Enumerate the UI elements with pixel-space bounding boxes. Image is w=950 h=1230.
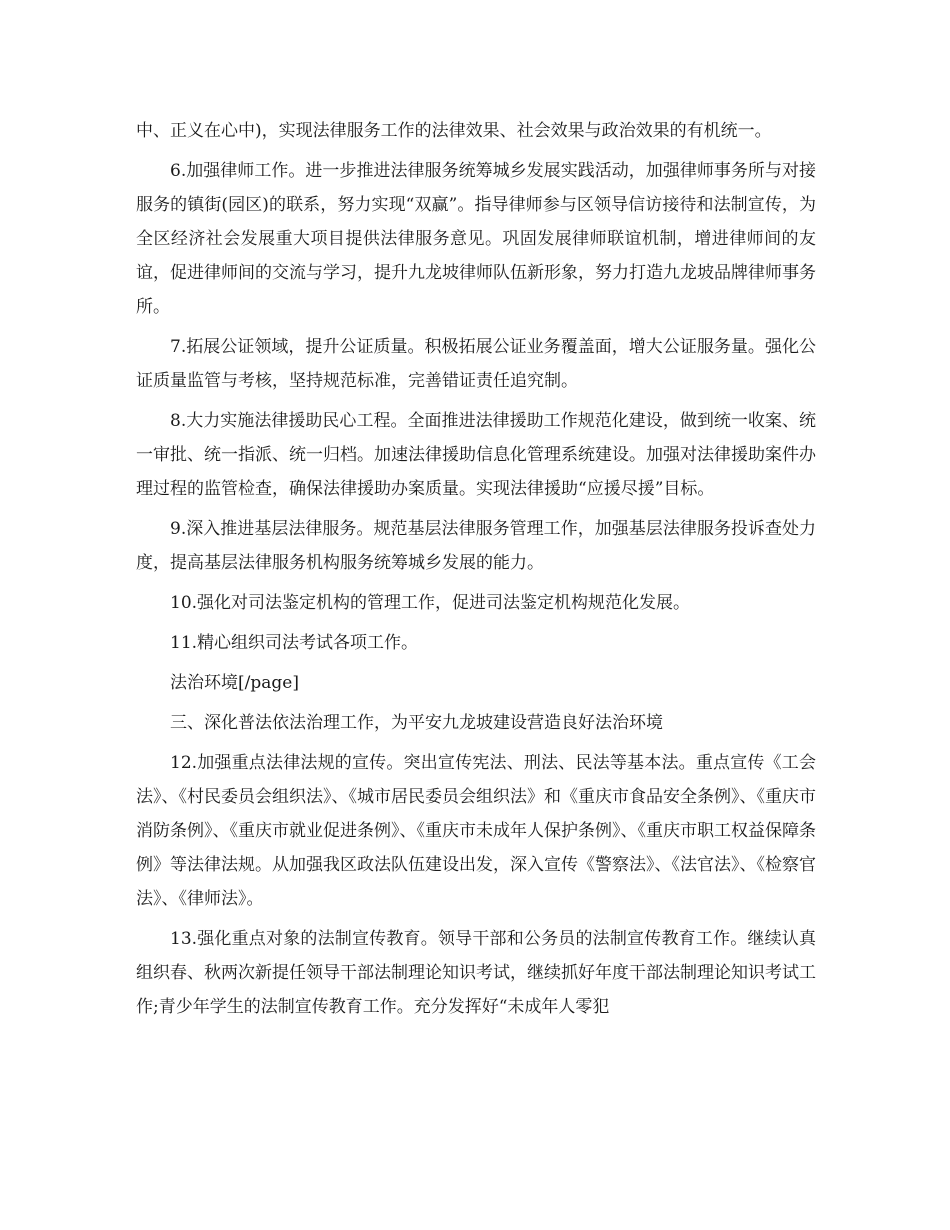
paragraph-item-11: 11.精心组织司法考试各项工作。 <box>170 633 419 653</box>
paragraph-item-7: 7.拓展公证领域，提升公证质量。积极拓展公证业务覆盖面，增大公证服务量。强化公证质量监管与考核，坚持规范标准，完善错证责任追究制。 <box>136 337 816 391</box>
section-heading-3: 三、深化普法依法治理工作，为平安九龙坡建设营造良好法治环境 <box>170 713 663 733</box>
paragraph-item-13: 13.强化重点对象的法制宣传教育。领导干部和公务员的法制宣传教育工作。继续认真组织春、秋两次新提任领导干部法制理论知识考试，继续抓好年度干部法制理论知识考试工作;青少年学生的法制宣传教育工作。充分发挥好“未成年人零犯 <box>136 929 816 1017</box>
paragraph-item-6: 6.加强律师工作。进一步推进法律服务统筹城乡发展实践活动，加强律师事务所与对接服务的镇街(园区)的联系，努力实现“双赢”。指导律师参与区领导信访接待和法制宣传，为全区经济社会发展重大项目提供法律服务意见。巩固发展律师联谊机制，增进律师间的友谊，促进律师间的交流与学习，提升九龙坡律师队伍新形象，努力打造九龙坡品牌律师事务所。 <box>136 161 816 317</box>
paragraph-item-10: 10.强化对司法鉴定机构的管理工作，促进司法鉴定机构规范化发展。 <box>170 593 691 613</box>
page-marker: 法治环境[/page] <box>170 673 299 693</box>
document-body <box>136 114 816 1030</box>
paragraph-item-8: 8.大力实施法律援助民心工程。全面推进法律援助工作规范化建设，做到统一收案、统一审批、统一指派、统一归档。加速法律援助信息化管理系统建设。加强对法律援助案件办理过程的监管检查，确保法律援助办案质量。实现法律援助“应援尽援”目标。 <box>136 411 816 499</box>
paragraph-item-12: 12.加强重点法律法规的宣传。突出宣传宪法、刑法、民法等基本法。重点宣传《工会法》、《村民委员会组织法》、《城市居民委员会组织法》和《重庆市食品安全条例》、《重庆市消防条例》、《重庆市就业促进条例》、《重庆市未成年人保护条例》、《重庆市职工权益保障条例》等法律法规。从加强我区政法队伍建设出发，深入宣传《警察法》、《法官法》、《检察官法》、《律师法》。 <box>136 753 816 909</box>
paragraph-item-9: 9.深入推进基层法律服务。规范基层法律服务管理工作，加强基层法律服务投诉查处力度，提高基层法律服务机构服务统筹城乡发展的能力。 <box>136 519 816 573</box>
paragraph-continuation: 中、正义在心中)，实现法律服务工作的法律效果、社会效果与政治效果的有机统一。 <box>136 121 772 141</box>
